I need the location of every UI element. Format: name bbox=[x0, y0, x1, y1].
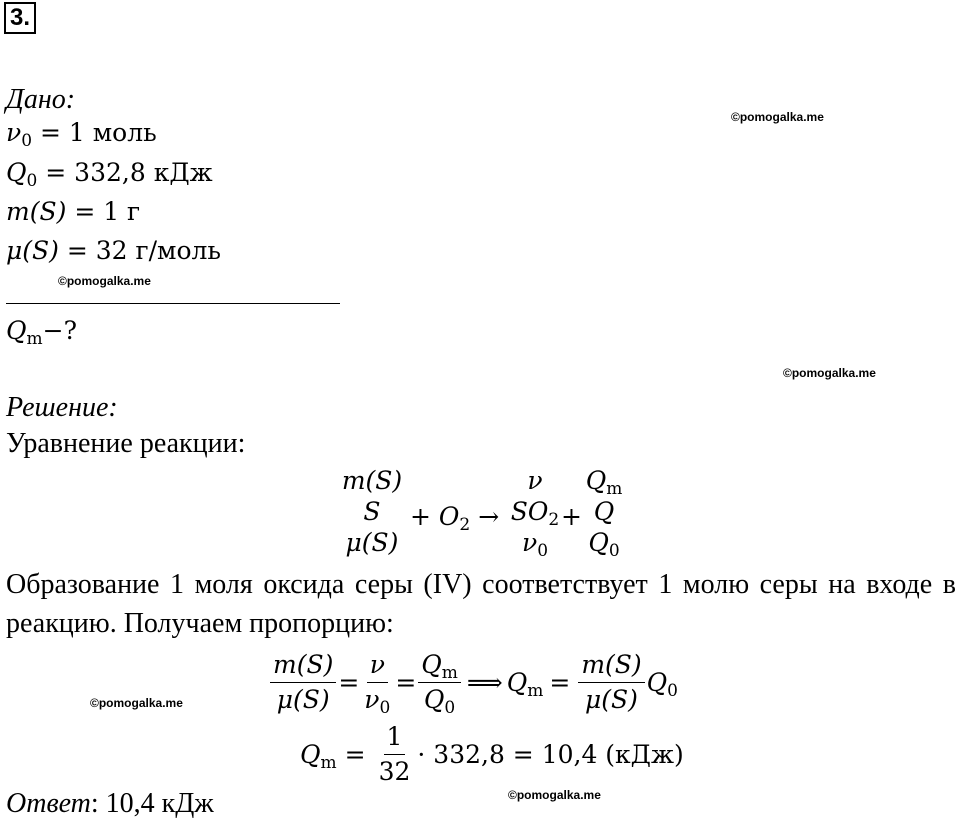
paragraph-line-1: Образование 1 моля оксида серы (IV) соответствует 1 молю серы на входе в bbox=[6, 569, 956, 600]
fraction-nu: $\frac{\nu}{\nu_0}$ bbox=[364, 649, 391, 718]
proportion-equation: $\frac{m(S)}{\mu(S)}$ = $\frac{\nu}{\nu_0}$ = $\frac{Q_m}{Q_0}$ ⟹ $Q_m$ = $\frac{m(S)}{\mu(S)}$ $Q_0$ bbox=[268, 646, 678, 718]
given-heading: Дано: bbox=[6, 84, 76, 115]
fraction-one-over-32: $\frac{1}{32}$ bbox=[378, 721, 411, 786]
implies-arrow: ⟹ bbox=[466, 667, 503, 697]
reaction-arrow: → bbox=[478, 502, 500, 531]
watermark: ©pomogalka.me bbox=[90, 696, 183, 710]
watermark: ©pomogalka.me bbox=[508, 788, 601, 802]
fraction-mass: $\frac{m(S)}{\mu(S)}$ bbox=[270, 650, 336, 715]
watermark: ©pomogalka.me bbox=[783, 366, 876, 380]
reaction-intro: Уравнение реакции: bbox=[6, 428, 246, 459]
given-line-molar-mass: μ(S) = 32 г/моль bbox=[6, 236, 222, 265]
watermark: ©pomogalka.me bbox=[58, 274, 151, 288]
given-divider bbox=[6, 303, 340, 304]
fraction-mass-result: $\frac{m(S)}{\mu(S)}$ bbox=[578, 650, 644, 715]
answer-line: Ответ: 10,4 кДж bbox=[6, 788, 214, 819]
reaction-so2-column: ν $SO_2$ $\nu_0$ bbox=[510, 466, 560, 562]
given-line-mass: m(S) = 1 г bbox=[6, 197, 141, 226]
given-line-nu0: $\nu_0 = 1$ моль bbox=[6, 118, 157, 152]
given-line-q0: $Q_0 = 332,8$ кДж bbox=[6, 158, 213, 192]
find-line: $Q_m-$? bbox=[6, 316, 77, 350]
solution-heading: Решение: bbox=[6, 392, 118, 423]
calculation-equation: $Q_m$ = $\frac{1}{32}$ · 332,8 = 10,4 (кДж) bbox=[300, 721, 684, 786]
fraction-heat: $\frac{Q_m}{Q_0}$ bbox=[418, 650, 461, 715]
paragraph-line-2: реакцию. Получаем пропорцию: bbox=[6, 608, 394, 639]
reaction-heat-column: $Q_m$ Q $Q_0$ bbox=[585, 466, 623, 562]
reaction-sulfur-column: m(S) S μ(S) bbox=[341, 466, 403, 557]
problem-number: 3. bbox=[4, 2, 36, 34]
reaction-oxygen-term: + $O_2$ → bbox=[410, 502, 500, 536]
watermark: ©pomogalka.me bbox=[731, 110, 824, 124]
reaction-plus: + bbox=[561, 502, 582, 531]
